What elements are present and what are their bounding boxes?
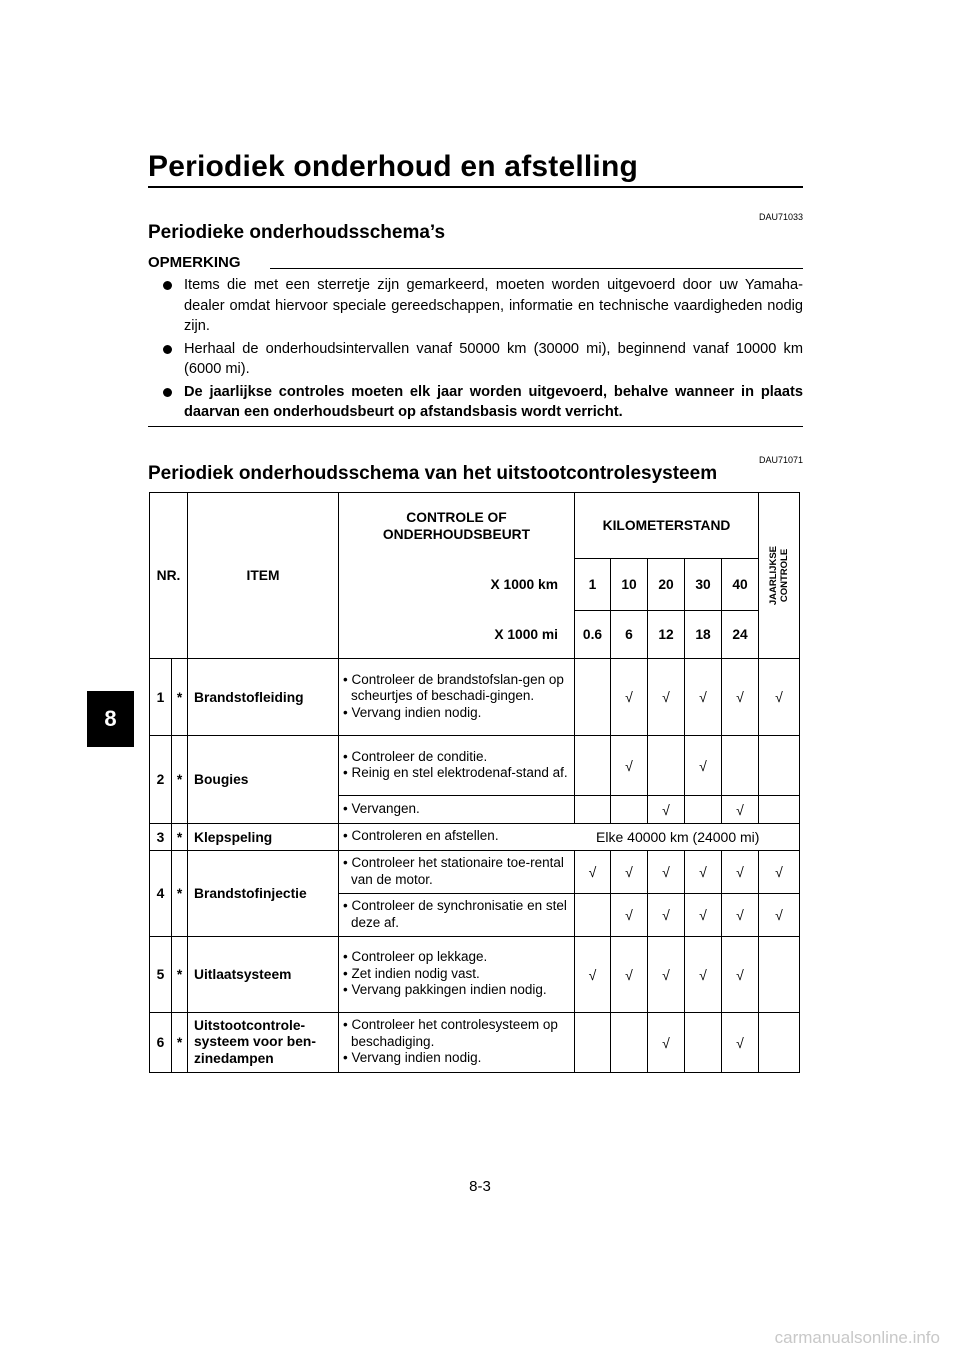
section-heading: Periodiek onderhoudsschema van het uitstootcontrolesysteem	[148, 463, 718, 484]
km-value: 20	[648, 559, 685, 611]
row-item: Uitstootcontrole-systeem voor ben-zinedampen	[188, 1013, 339, 1073]
row-action: • Controleer het stationaire toe-rental van de motor.	[339, 851, 575, 894]
section-code: DAU71033	[758, 212, 803, 222]
table-row	[150, 824, 800, 851]
check-mark: √	[648, 1013, 685, 1073]
mi-value: 12	[648, 611, 685, 659]
row-item: Brandstofinjectie	[188, 851, 339, 937]
check-mark: √	[722, 937, 759, 1013]
row-action: • Controleer het controlesysteem op beschadiging. • Vervang indien nodig.	[339, 1013, 575, 1073]
check-mark: √	[611, 736, 648, 796]
table-row	[150, 937, 800, 1013]
row-number: 1	[150, 659, 172, 736]
table-row	[150, 851, 800, 894]
check-mark: √	[722, 1013, 759, 1073]
check-mark: √	[722, 659, 759, 736]
star-mark: *	[172, 937, 188, 1013]
check-mark: √	[685, 736, 722, 796]
row-item: Klepspeling	[188, 824, 339, 851]
check-mark: √	[759, 659, 800, 736]
table-row	[150, 736, 800, 796]
km-header: KILOMETERSTAND	[575, 493, 759, 559]
row-item: Brandstofleiding	[188, 659, 339, 736]
table-row	[150, 1013, 800, 1073]
maintenance-table	[149, 492, 800, 1073]
star-mark: *	[172, 1013, 188, 1073]
km-value: 40	[722, 559, 759, 611]
check-mark: √	[685, 659, 722, 736]
check-mark: √	[722, 851, 759, 894]
mi-value: 24	[722, 611, 759, 659]
check-mark: √	[685, 851, 722, 894]
mi-value: 6	[611, 611, 648, 659]
note-rule	[270, 268, 803, 269]
interval-text: Elke 40000 km (24000 mi)	[575, 824, 800, 851]
row-item: Uitlaatsysteem	[188, 937, 339, 1013]
row-number: 2	[150, 736, 172, 824]
note-item: Items die met een sterretje zijn gemarkeerd, moeten worden uitgevoerd door uw Yamaha-dealer omdat hiervoor speciale gereedschappen, informatie en technische vaardigheden nodig zijn.	[160, 275, 803, 337]
check-mark: √	[722, 796, 759, 824]
star-mark: *	[172, 736, 188, 824]
check-mark: √	[759, 894, 800, 937]
check-mark: √	[611, 894, 648, 937]
check-mark: √	[611, 937, 648, 1013]
km-value: 30	[685, 559, 722, 611]
row-action: • Controleer de conditie. • Reinig en stel elektrodenaf-stand af.	[339, 736, 575, 796]
title-rule	[148, 186, 803, 188]
check-mark: √	[575, 851, 611, 894]
check-mark: √	[759, 851, 800, 894]
mi-label: X 1000 mi	[339, 611, 575, 659]
mi-value: 0.6	[575, 611, 611, 659]
table-row	[150, 659, 800, 736]
check-mark: √	[685, 937, 722, 1013]
check-mark: √	[648, 894, 685, 937]
check-mark: √	[611, 851, 648, 894]
star-mark: *	[172, 851, 188, 937]
star-mark: *	[172, 659, 188, 736]
mi-value: 18	[685, 611, 722, 659]
bullet-icon	[163, 388, 172, 397]
page-title: Periodiek onderhoud en afstelling	[148, 150, 638, 183]
page-number: 8-3	[469, 1178, 491, 1195]
note-item: Herhaal de onderhoudsintervallen vanaf 50000 km (30000 mi), beginnend vanaf 10000 km (6000 mi).	[160, 339, 803, 380]
check-mark: √	[648, 937, 685, 1013]
check-mark: √	[722, 894, 759, 937]
note-end-rule	[148, 426, 803, 427]
col-ctrl-header: CONTROLE OF ONDERHOUDSBEURT	[339, 493, 575, 559]
check-mark: √	[648, 659, 685, 736]
row-number: 6	[150, 1013, 172, 1073]
row-action: • Vervangen.	[339, 796, 575, 824]
row-action: • Controleer de synchronisatie en stel deze af.	[339, 894, 575, 937]
row-item: Bougies	[188, 736, 339, 824]
km-value: 1	[575, 559, 611, 611]
col-nr-header: NR.	[150, 493, 188, 659]
col-item-header: ITEM	[188, 493, 339, 659]
check-mark: √	[685, 894, 722, 937]
km-value: 10	[611, 559, 648, 611]
row-number: 3	[150, 824, 172, 851]
note-list	[160, 275, 803, 425]
section-heading: Periodieke onderhoudsschema’s	[148, 222, 446, 243]
chapter-tab: 8	[87, 691, 134, 747]
bullet-icon	[163, 345, 172, 354]
check-mark: √	[648, 796, 685, 824]
star-mark: *	[172, 824, 188, 851]
bullet-icon	[163, 281, 172, 290]
check-mark: √	[575, 937, 611, 1013]
check-mark: √	[611, 659, 648, 736]
note-heading: OPMERKING	[148, 254, 241, 271]
check-mark: √	[648, 851, 685, 894]
row-action: • Controleer op lekkage. • Zet indien nodig vast. • Vervang pakkingen indien nodig.	[339, 937, 575, 1013]
row-number: 5	[150, 937, 172, 1013]
km-label: X 1000 km	[339, 559, 575, 611]
annual-header: JAARLIJKSE CONTROLE	[759, 493, 800, 659]
row-action: • Controleren en afstellen.	[339, 824, 575, 851]
row-action: • Controleer de brandstofslan-gen op scheurtjes of beschadi-gingen. • Vervang indien nodig.	[339, 659, 575, 736]
note-item: De jaarlijkse controles moeten elk jaar worden uitgevoerd, behalve wanneer in plaats daarvan een onderhoudsbeurt op afstandsbasis wordt verricht.	[160, 382, 803, 423]
row-number: 4	[150, 851, 172, 937]
section-code: DAU71071	[758, 455, 803, 465]
watermark: carmanualsonline.info	[774, 1328, 940, 1347]
